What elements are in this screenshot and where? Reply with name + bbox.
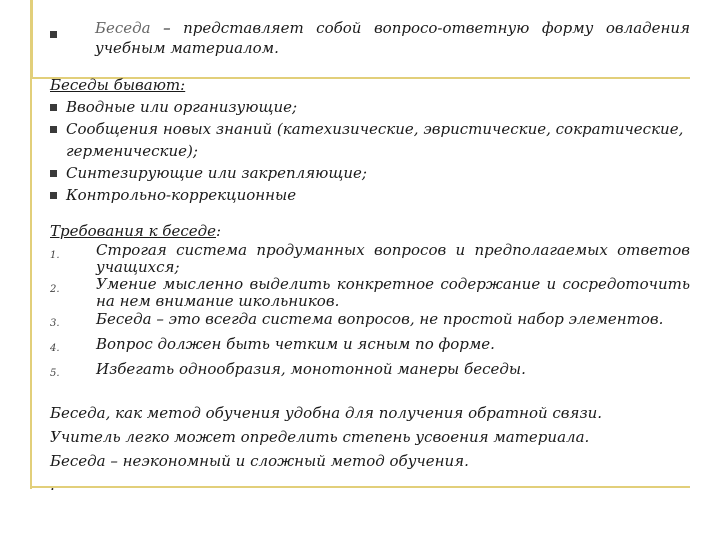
closing-line: Беседа, как метод обучения удобна для получения обратной связи. [50,404,603,422]
list-item [50,96,690,118]
requirements-list [50,242,690,385]
list-item-text: Вопрос должен быть четким и ясным по форме. [96,335,495,353]
closing-paragraph [50,401,690,497]
requirements-heading: Требования к беседе: [50,222,222,240]
intro-text [95,18,690,58]
list-item [50,335,690,360]
list-item-text: Беседа – это всегда система вопросов, не простой набор элементов. [96,310,664,328]
intro-definition [50,18,690,58]
list-item-text: Строгая система продуманных вопросов и предполагаемых ответов учащихся; [96,241,690,276]
list-item [50,184,690,206]
square-bullet-icon [50,170,57,177]
decor-vertical-rule-lower [30,79,32,489]
list-item [50,276,690,310]
list-number: 4. [50,343,60,354]
square-bullet-icon [50,192,57,199]
intro-rest: – представляет собой вопросо-ответную форму овладения учебным материалом. [95,19,690,57]
closing-line: . [50,476,55,494]
list-number: 3. [50,318,60,329]
list-item [50,118,690,162]
list-number: 2. [50,284,60,295]
types-heading: Беседы бывают: [50,76,186,94]
list-item [50,310,690,335]
list-item-text: Избегать однообразия, монотонной манеры беседы. [96,360,526,378]
list-item [50,242,690,276]
list-number: 5. [50,368,60,379]
list-item-text: Вводные или организующие; [66,98,298,116]
list-item [50,360,690,385]
intro-term: Беседа [95,19,151,37]
square-bullet-icon [50,31,57,38]
closing-line: Учитель легко может определить степень усвоения материала. [50,428,590,446]
square-bullet-icon [50,126,57,133]
list-item-text: Контрольно-коррекционные [66,186,297,204]
list-item [50,162,690,184]
list-item-text: Умение мысленно выделить конкретное содержание и сосредоточить на нем внимание школьников. [96,275,690,310]
square-bullet-icon [50,104,57,111]
list-item-text: Сообщения новых знаний (катехизические, эвристические, сократические, герменические); [66,120,684,160]
closing-line: Беседа – неэкономный и сложный метод обучения. [50,452,469,470]
decor-vertical-rule [30,0,33,79]
list-number: 1. [50,250,60,261]
slide-content [50,18,690,497]
list-item-text: Синтезирующие или закрепляющие; [66,164,367,182]
types-list [50,96,690,206]
